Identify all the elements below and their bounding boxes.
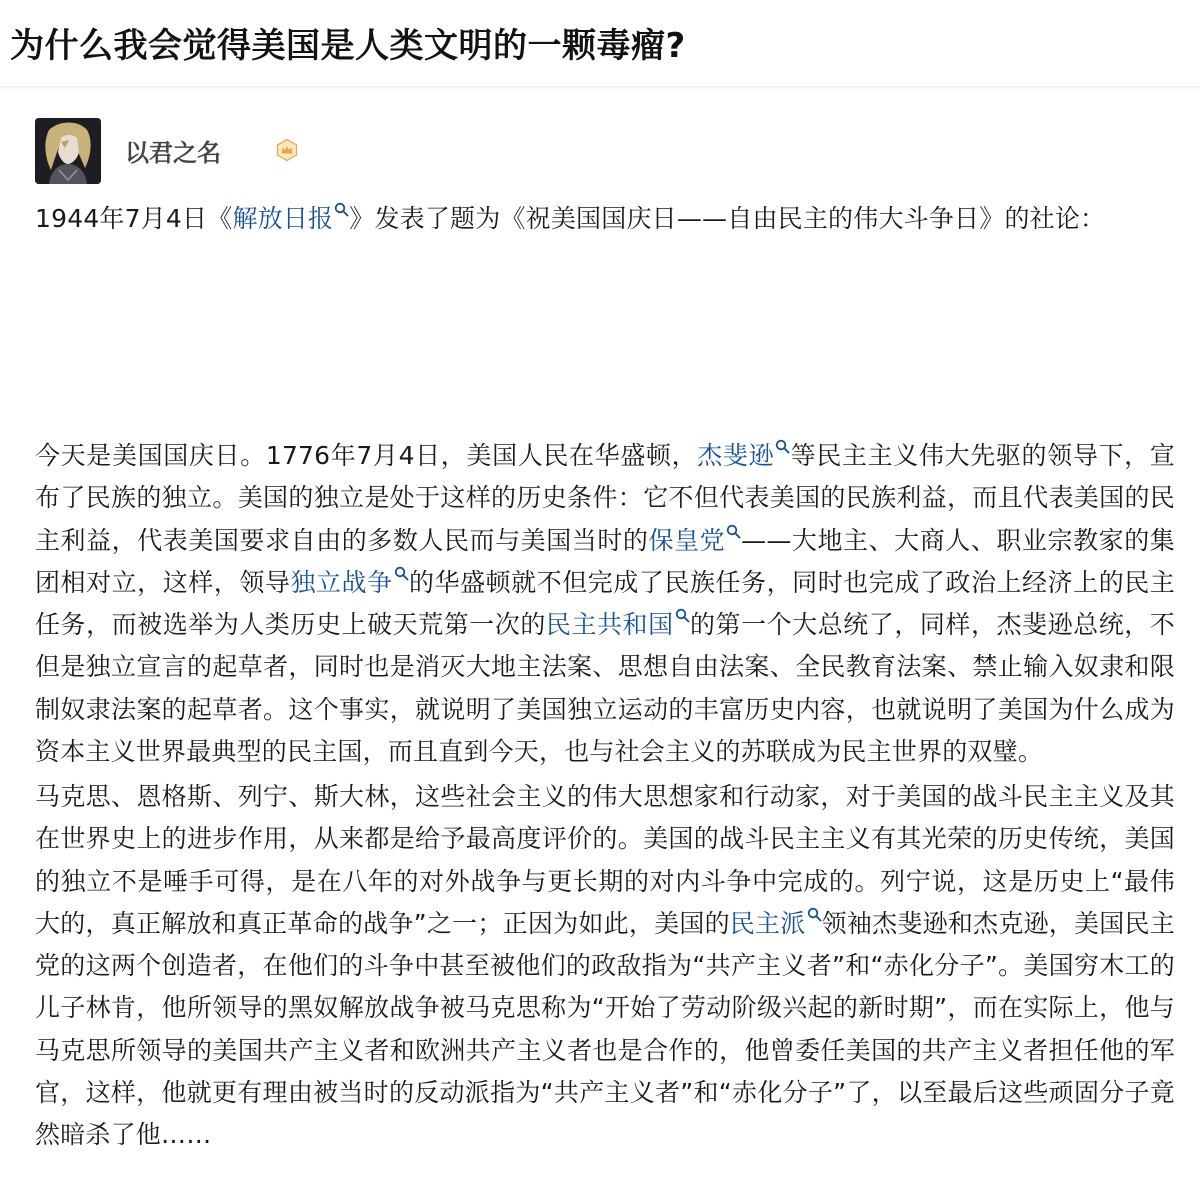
search-icon xyxy=(675,608,690,623)
author-name[interactable]: 以君之名 xyxy=(125,139,221,167)
avatar[interactable] xyxy=(35,118,101,184)
link-democrats[interactable] xyxy=(730,909,822,938)
link-democratic-republic-label: 民主共和国 xyxy=(545,610,674,640)
author-info xyxy=(35,115,1175,187)
paragraph-1 xyxy=(35,435,1175,773)
search-icon xyxy=(394,566,409,581)
search-icon xyxy=(807,907,822,922)
search-icon xyxy=(775,439,790,454)
crown-badge-icon[interactable] xyxy=(275,138,299,162)
question-header xyxy=(0,0,1200,87)
link-jefferson[interactable] xyxy=(697,441,790,470)
avatar-image xyxy=(35,118,101,184)
para1-text-1: 今天是美国国庆日。1776年7月4日，美国人民在华盛顿， xyxy=(35,441,698,470)
link-royalists[interactable] xyxy=(648,526,741,555)
answer-card xyxy=(35,115,1175,1150)
link-democratic-republic[interactable] xyxy=(546,610,690,639)
link-jiefang-daily[interactable] xyxy=(232,204,349,233)
para2-text-2: 领袖杰斐逊和杰克逊，美国民主党的这两个创造者，在他们的斗争中甚至被他们的政敌指为“共产主义者”和“赤化分子”。美国穷木工的儿子林肯，他所领导的黑奴解放战争被马克思称为“开始了劳动阶级兴起的新时期”，而在实际上，他与马克思所领导的美国共产主义者和欧洲共产主义者也是合作的，他曾委任美国的共产主义者担任他的军官，这样，他就更有理由被当时的反动派指为“共产主义者”和“赤化分子”了，以至最后这些顽固分子竟然暗杀了他…… xyxy=(35,908,1175,1150)
para1-text-5: 的第一个大总统了，同样，杰斐逊总统，不但是独立宣言的起草者，同时也是消灭大地主法案、思想自由法案、全民教育法案、禁止输入奴隶和限制奴隶法案的起草者。这个事实，就说明了美国独立运动的丰富历史内容，也就说明了美国为什么成为资本主义世界最典型的民主国，而且直到今天，也与社会主义的苏联成为民主世界的双璧。 xyxy=(35,610,1175,767)
para1-text-2: 等民主主义伟大先驱的领导下，宣布了民族的独立。美国的独立是处于这样的历史条件：它不但代表美国的民族利益，而且代表美国的民主利益，代表美国要求自由的多数人民而与美国当时的 xyxy=(35,441,1175,555)
para1-text-3: ——大地主、大商人、职业宗教家的集团相对立，这样，领导 xyxy=(35,525,1175,597)
intro-text-2: 》发表了题为《祝美国国庆日——自由民主的伟大斗争日》的社论： xyxy=(349,204,1106,233)
question-title[interactable]: 为什么我会觉得美国是人类文明的一颗毒瘤? xyxy=(10,26,686,66)
paragraph-2 xyxy=(35,776,1175,1157)
link-independence-war-label: 独立战争 xyxy=(290,567,393,597)
intro-text-1: 1944年7月4日《 xyxy=(35,204,233,233)
para1-text-4: 的华盛顿就不但完成了民族任务，同时也完成了政治上经济上的民主任务，而被选举为人类历史上破天荒第一次的 xyxy=(35,567,1175,640)
para2-text-1: 马克思、恩格斯、列宁、斯大林，这些社会主义的伟大思想家和行动家，对于美国的战斗民主主义及其在世界史上的进步作用，从来都是给予最高度评价的。美国的战斗民主主义有其光荣的历史传统，美国的独立不是唾手可得，是在八年的对外战争与更长期的对内斗争中完成的。列宁说，这是历史上“最伟大的，真正解放和真正革命的战争”之一；正因为如此，美国的 xyxy=(35,782,1175,938)
link-jefferson-label: 杰斐逊 xyxy=(697,441,775,470)
intro-paragraph xyxy=(35,198,1175,240)
search-icon xyxy=(334,202,349,217)
link-democrats-label: 民主派 xyxy=(729,908,806,938)
link-jiefang-daily-label: 解放日报 xyxy=(232,204,334,233)
search-icon xyxy=(726,524,741,539)
link-royalists-label: 保皇党 xyxy=(648,525,726,555)
link-independence-war[interactable] xyxy=(290,568,408,597)
